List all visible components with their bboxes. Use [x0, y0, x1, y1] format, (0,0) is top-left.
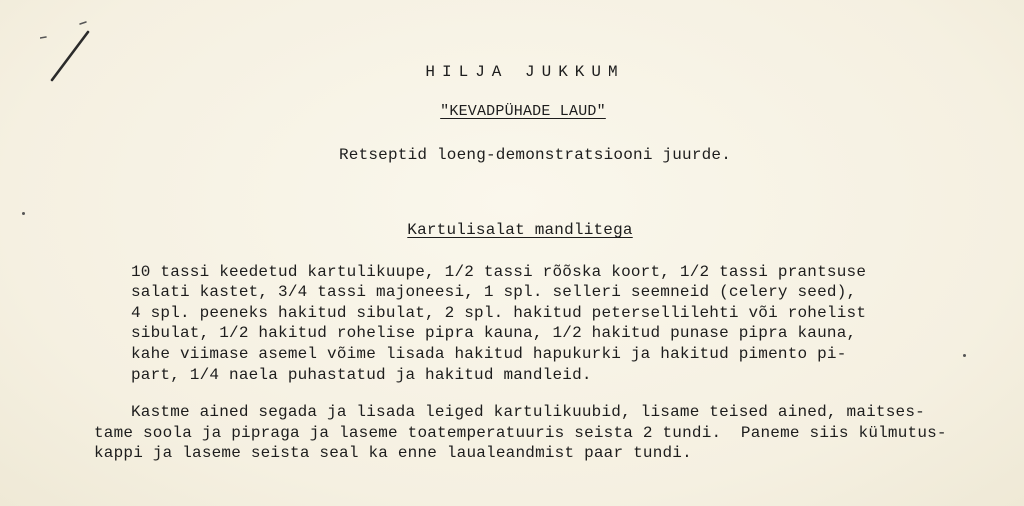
document-title — [0, 102, 1024, 122]
author-name: HILJA JUKKUM — [425, 63, 625, 81]
method-line: Kastme ained segada ja lisada leiged kartulikuubid, lisame teised ained, maitses- — [131, 403, 925, 421]
recipe-heading-text: Kartulisalat mandlitega — [407, 221, 633, 239]
ingredients-line: kahe viimase asemel võime lisada hakitud hapukurki ja hakitud pimento pi- — [131, 345, 847, 363]
ingredients-line: salati kastet, 3/4 tassi majoneesi, 1 spl. selleri seemneid (celery seed), — [131, 283, 857, 301]
paper-speck — [963, 354, 966, 357]
ingredients-line: part, 1/4 naela puhastatud ja hakitud mandleid. — [131, 366, 592, 384]
ingredients-line: sibulat, 1/2 hakitud rohelise pipra kauna, 1/2 hakitud punase pipra kauna, — [131, 324, 857, 342]
ingredients-line: 10 tassi keedetud kartulikuupe, 1/2 tassi rõõska koort, 1/2 tassi prantsuse — [131, 263, 867, 281]
paper-speck — [22, 212, 25, 215]
ingredients-line: 4 spl. peeneks hakitud sibulat, 2 spl. hakitud petersellilehti või rohelist — [131, 304, 867, 322]
document-title-text: "KEVADPÜHADE LAUD" — [440, 103, 606, 120]
recipe-heading — [0, 220, 1024, 240]
method-line: kappi ja laseme seista seal ka enne laualeandmist paar tundi. — [94, 444, 692, 462]
document-subtitle: Retseptid loeng-demonstratsiooni juurde. — [338, 146, 732, 164]
method-line: tame soola ja pipraga ja laseme toatemperatuuris seista 2 tundi. Paneme siis külmutus- — [94, 424, 947, 442]
